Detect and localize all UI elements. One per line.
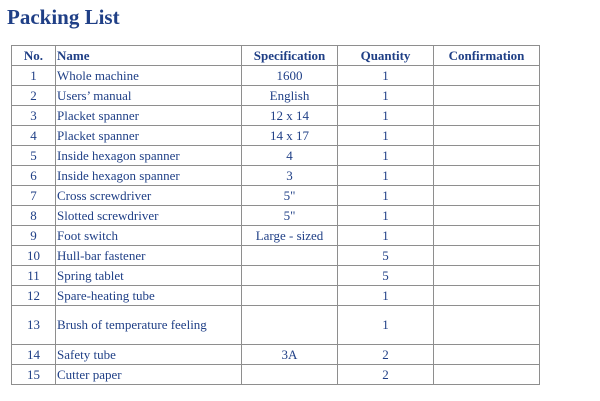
item-confirmation [434,166,540,186]
item-name: Inside hexagon spanner [56,166,242,186]
header-specification: Specification [242,46,338,66]
row-number: 12 [12,286,56,306]
item-name: Whole machine [56,66,242,86]
item-specification [242,286,338,306]
table-row [12,226,540,246]
row-number: 6 [12,166,56,186]
table-row [12,206,540,226]
item-specification: 5" [242,206,338,226]
table-row [12,365,540,385]
row-number: 8 [12,206,56,226]
item-quantity: 1 [338,286,434,306]
row-number: 5 [12,146,56,166]
item-confirmation [434,226,540,246]
item-confirmation [434,146,540,166]
header-no: No. [12,46,56,66]
row-number: 14 [12,345,56,365]
item-specification: 3A [242,345,338,365]
item-name: Placket spanner [56,106,242,126]
page-title: Packing List [7,5,120,29]
item-confirmation [434,306,540,345]
table-row [12,166,540,186]
table-row [12,286,540,306]
item-confirmation [434,126,540,146]
table-row [12,345,540,365]
table-row [12,126,540,146]
item-confirmation [434,106,540,126]
item-quantity: 5 [338,246,434,266]
item-name: Spare-heating tube [56,286,242,306]
item-quantity: 1 [338,66,434,86]
item-specification: 14 x 17 [242,126,338,146]
item-quantity: 1 [338,206,434,226]
item-specification [242,246,338,266]
row-number: 9 [12,226,56,246]
table-row [12,66,540,86]
item-specification: 5" [242,186,338,206]
row-number: 11 [12,266,56,286]
item-name: Inside hexagon spanner [56,146,242,166]
item-name: Foot switch [56,226,242,246]
row-number: 13 [12,306,56,345]
item-confirmation [434,266,540,286]
row-number: 2 [12,86,56,106]
item-name: Safety tube [56,345,242,365]
item-quantity: 1 [338,306,434,345]
item-name: Cross screwdriver [56,186,242,206]
header-name: Name [56,46,242,66]
header-confirmation: Confirmation [434,46,540,66]
item-confirmation [434,345,540,365]
item-quantity: 2 [338,365,434,385]
item-confirmation [434,186,540,206]
item-quantity: 1 [338,146,434,166]
item-confirmation [434,286,540,306]
table-row [12,266,540,286]
item-quantity: 5 [338,266,434,286]
item-specification: English [242,86,338,106]
row-number: 3 [12,106,56,126]
item-name: Slotted screwdriver [56,206,242,226]
table-row [12,146,540,166]
item-quantity: 1 [338,226,434,246]
item-quantity: 1 [338,106,434,126]
item-quantity: 1 [338,126,434,146]
table-row [12,186,540,206]
item-name: Placket spanner [56,126,242,146]
item-quantity: 1 [338,166,434,186]
item-confirmation [434,86,540,106]
item-specification: Large - sized [242,226,338,246]
item-specification [242,365,338,385]
table-row [12,86,540,106]
item-name: Spring tablet [56,266,242,286]
packing-list-table [11,45,540,385]
row-number: 10 [12,246,56,266]
row-number: 4 [12,126,56,146]
item-name: Cutter paper [56,365,242,385]
item-specification: 3 [242,166,338,186]
table-header-row [12,46,540,66]
item-confirmation [434,66,540,86]
table-row [12,306,540,345]
row-number: 1 [12,66,56,86]
item-specification: 4 [242,146,338,166]
item-specification: 12 x 14 [242,106,338,126]
item-name: Brush of temperature feeling [56,306,242,345]
item-specification: 1600 [242,66,338,86]
table-row [12,106,540,126]
table-row [12,246,540,266]
header-quantity: Quantity [338,46,434,66]
item-specification [242,306,338,345]
item-name: Hull-bar fastener [56,246,242,266]
item-confirmation [434,365,540,385]
item-specification [242,266,338,286]
row-number: 7 [12,186,56,206]
item-confirmation [434,246,540,266]
item-quantity: 2 [338,345,434,365]
item-quantity: 1 [338,186,434,206]
item-name: Users’ manual [56,86,242,106]
item-confirmation [434,206,540,226]
item-quantity: 1 [338,86,434,106]
row-number: 15 [12,365,56,385]
